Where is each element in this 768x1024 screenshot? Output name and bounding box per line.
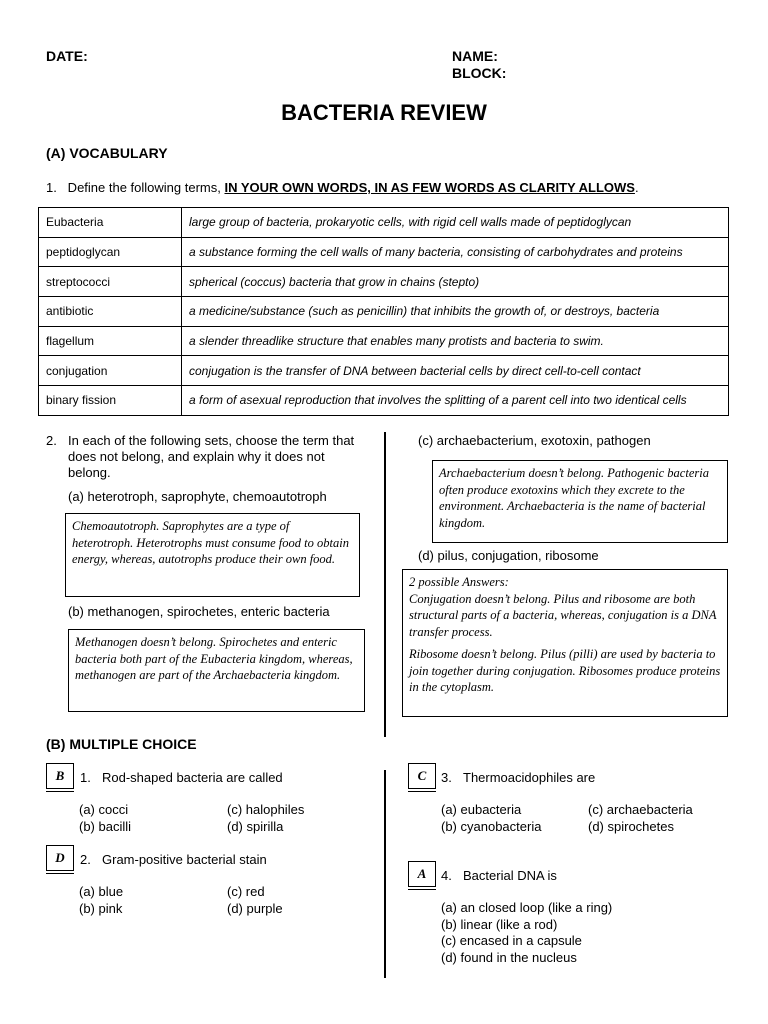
mc-option: (d) spirilla (227, 819, 284, 834)
mc-option: (c) archaebacteria (588, 802, 693, 817)
mc-answer-box: C (408, 763, 436, 789)
mc-question-text: Thermoacidophiles are (463, 770, 596, 785)
mc-option: (b) cyanobacteria (441, 819, 542, 834)
vocab-term: binary fission (39, 386, 182, 416)
table-row (39, 237, 729, 267)
page-title: BACTERIA REVIEW (281, 100, 487, 125)
mc-heading: (B) MULTIPLE CHOICE (46, 736, 197, 752)
q2d-answer-intro: 2 possible Answers: (409, 575, 509, 589)
column-divider (384, 432, 386, 737)
q2-prompt: In each of the following sets, choose the term that does not belong, and explain why it does not belong. (68, 433, 355, 480)
mc-option: (d) found in the nucleus (441, 950, 577, 965)
mc-option: (a) blue (79, 884, 124, 899)
q2b-answer: Methanogen doesn’t belong. Spirochetes and enteric bacteria both part of the Eubacteria kingdom, whereas, methanogen are part of the Archaebacteria kingdom. (75, 635, 353, 682)
mc-question-text: Rod-shaped bacteria are called (102, 770, 283, 785)
mc-question-number: 4. (441, 868, 452, 883)
answer-underline (408, 889, 436, 890)
mc-answer-box: A (408, 861, 436, 887)
mc-answer-box: B (46, 763, 74, 789)
vocab-definition: conjugation is the transfer of DNA between bacterial cells by direct cell-to-cell contact (182, 356, 729, 386)
q2d-answer-2: Ribosome doesn’t belong. Pilus (pilli) are used by bacteria to join together during conjugation. Ribosomes produce proteins in the cytoplasm. (409, 647, 721, 694)
vocab-instruction (46, 180, 639, 195)
vocab-term: Eubacteria (39, 208, 182, 238)
mc-option: (a) an closed loop (like a ring) (441, 900, 613, 915)
vocab-definition: a slender threadlike structure that enables many protists and bacteria to swim. (182, 326, 729, 356)
mc-option: (d) spirochetes (588, 819, 674, 834)
vocab-definition: a medicine/substance (such as penicillin) that inhibits the growth of, or destroys, bacteria (182, 297, 729, 327)
table-row (39, 326, 729, 356)
mc-question-number: 3. (441, 770, 452, 785)
mc-question-text: Bacterial DNA is (463, 868, 557, 883)
mc-option: (b) pink (79, 901, 123, 916)
answer-underline (46, 791, 74, 792)
vocab-instruction-suffix: . (634, 180, 639, 195)
name-label: NAME: (452, 48, 498, 64)
date-label: DATE: (46, 48, 88, 64)
q2d-answer-1: Conjugation doesn’t belong. Pilus and ribosome are both structural parts of a bacteria, whereas, conjugation is a DNA transfer process. (409, 591, 717, 639)
vocab-definition: a substance forming the cell walls of many bacteria, consisting of carbohydrates and proteins (182, 237, 729, 267)
vocab-term: peptidoglycan (39, 237, 182, 267)
q2d-label: (d) pilus, conjugation, ribosome (418, 548, 599, 563)
q2b-label: (b) methanogen, spirochetes, enteric bacteria (68, 604, 330, 619)
vocab-term: streptococci (39, 267, 182, 297)
mc-option: (b) bacilli (79, 819, 132, 834)
vocab-instruction-emphasis: IN YOUR OWN WORDS, IN AS FEW WORDS AS CLARITY ALLOWS (224, 180, 635, 195)
vocab-term: antibiotic (39, 297, 182, 327)
vocab-definition: spherical (coccus) bacteria that grow in chains (stepto) (182, 267, 729, 297)
q2c-answer: Archaebacterium doesn’t belong. Pathogenic bacteria often produce exotoxins which they excrete to the environment. Archaebacteria is the name of bacterial kingdom. (439, 466, 709, 530)
table-row (39, 297, 729, 327)
mc-answer-box: D (46, 845, 74, 871)
mc-option: (b) linear (like a rod) (441, 917, 558, 932)
vocab-term: flagellum (39, 326, 182, 356)
q2c-answer-box (432, 460, 728, 543)
mc-question-text: Gram-positive bacterial stain (102, 852, 267, 867)
mc-question-number: 2. (80, 852, 91, 867)
answer-underline (408, 791, 436, 792)
vocab-table (38, 207, 729, 416)
mc-option: (c) encased in a capsule (441, 933, 582, 948)
mc-option: (a) cocci (79, 802, 129, 817)
vocab-definition: large group of bacteria, prokaryotic cells, with rigid cell walls made of peptidoglycan (182, 208, 729, 238)
vocab-term: conjugation (39, 356, 182, 386)
table-row (39, 208, 729, 238)
mc-option: (d) purple (227, 901, 283, 916)
block-label: BLOCK: (452, 65, 507, 81)
q2-number: 2. (46, 433, 57, 448)
mc-question-number: 1. (80, 770, 91, 785)
q2d-answer-box (402, 569, 728, 717)
q2a-answer: Chemoautotroph. Saprophytes are a type of heterotroph. Heterotrophs must consume food to obtain energy, whereas, autotrophs produce their own food. (72, 519, 349, 566)
column-divider (384, 770, 386, 978)
table-row (39, 267, 729, 297)
q2a-label: (a) heterotroph, saprophyte, chemoautotroph (68, 489, 327, 504)
table-row (39, 386, 729, 416)
q2a-answer-box (65, 513, 360, 597)
vocab-heading: (A) VOCABULARY (46, 145, 168, 161)
q2c-label: (c) archaebacterium, exotoxin, pathogen (418, 433, 651, 448)
q2b-answer-box (68, 629, 365, 712)
vocab-definition: a form of asexual reproduction that involves the splitting of a parent cell into two identical cells (182, 386, 729, 416)
mc-option: (c) red (227, 884, 265, 899)
table-row (39, 356, 729, 386)
vocab-instruction-prefix: 1. Define the following terms, (46, 180, 225, 195)
mc-option: (c) halophiles (227, 802, 305, 817)
mc-option: (a) eubacteria (441, 802, 522, 817)
answer-underline (46, 873, 74, 874)
